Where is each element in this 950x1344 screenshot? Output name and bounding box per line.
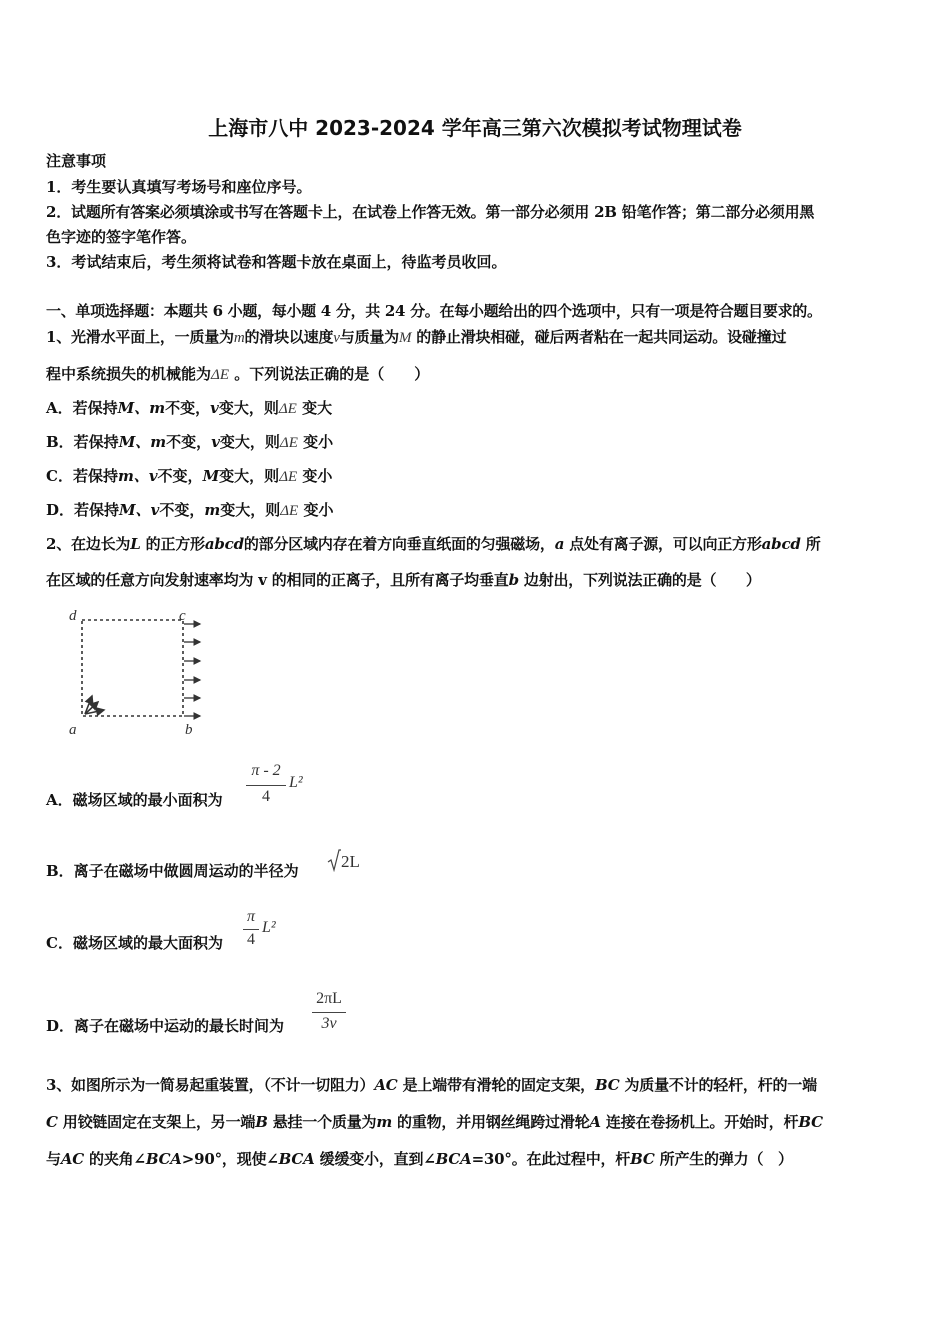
notice-item: 色字迹的签字笔作答。: [46, 228, 197, 246]
option-b[interactable]: B．若保持M、m不变，v变大，则ΔE 变小: [46, 433, 334, 451]
corner-label-b: b: [185, 722, 193, 738]
question-1-text: 1、光滑水平面上，一质量为m的滑块以速度v与质量为M 的静止滑块相碰，碰后两者粘在一起共同运动。设碰撞过: [46, 328, 787, 346]
question-2-text: 在区域的任意方向发射速率均为 v 的相同的正离子，且所有离子均垂直b 边射出，下列说法正确的是（ ）: [46, 571, 761, 589]
question-3-text: C 用铰链固定在支架上，另一端B 悬挂一个质量为m 的重物，并用钢丝绳跨过滑轮A 连接在卷扬机上。开始时，杆BC: [46, 1113, 823, 1131]
fraction: 2πL 3v: [312, 990, 346, 1036]
corner-label-a: a: [69, 722, 77, 738]
math-expression: L²: [289, 774, 303, 791]
option-d[interactable]: D．若保持M、v不变，m变大，则ΔE 变小: [46, 501, 334, 519]
fraction: π - 2 4: [246, 762, 286, 810]
question-1-text: 程中系统损失的机械能为ΔE 。下列说法正确的是（ ）: [46, 365, 430, 383]
question-2-text: 2、在边长为L 的正方形abcd的部分区域内存在着方向垂直纸面的匀强磁场，a 点处有离子源，可以向正方形abcd 所: [46, 535, 821, 553]
option-a[interactable]: A．磁场区域的最小面积为: [46, 791, 223, 809]
math-expression: L²: [262, 919, 276, 936]
notice-item: 2．试题所有答案必须填涂或书写在答题卡上，在试卷上作答无效。第一部分必须用 2B 铅笔作答；第二部分必须用黑: [46, 203, 815, 221]
section-heading: 一、单项选择题：本题共 6 小题，每小题 4 分，共 24 分。在每小题给出的四个选项中，只有一项是符合题目要求的。: [46, 302, 822, 320]
math-expression: 2L: [341, 852, 360, 871]
question-3-text: 3、如图所示为一简易起重装置，（不计一切阻力）AC 是上端带有滑轮的固定支架，BC 为质量不计的轻杆，杆的一端: [46, 1076, 817, 1094]
notice-item: 1．考生要认真填写考场号和座位序号。: [46, 178, 312, 196]
page-title: 上海市八中 2023-2024 学年高三第六次模拟考试物理试卷: [208, 116, 742, 140]
sqrt-icon: [327, 848, 341, 872]
option-a[interactable]: A．若保持M、m不变，v变大，则ΔE 变大: [46, 399, 333, 417]
corner-label-d: d: [69, 608, 77, 624]
notice-item: 3．考试结束后，考生须将试卷和答题卡放在桌面上，待监考员收回。: [46, 253, 507, 271]
notice-heading: 注意事项: [46, 152, 107, 170]
option-c[interactable]: C．磁场区域的最大面积为: [46, 934, 223, 952]
question-3-text: 与AC 的夹角∠BCA>90°，现使∠BCA 缓缓变小，直到∠BCA=30°。在此过程中，杆BC 所产生的弹力（ ）: [46, 1150, 793, 1168]
fraction: π 4: [243, 908, 259, 952]
option-c[interactable]: C．若保持m、v不变，M变大，则ΔE 变小: [46, 467, 333, 485]
option-b[interactable]: B．离子在磁场中做圆周运动的半径为: [46, 862, 299, 880]
option-d[interactable]: D．离子在磁场中运动的最长时间为: [46, 1017, 285, 1035]
corner-label-c: c: [179, 608, 186, 624]
square-field-figure: [60, 600, 220, 742]
